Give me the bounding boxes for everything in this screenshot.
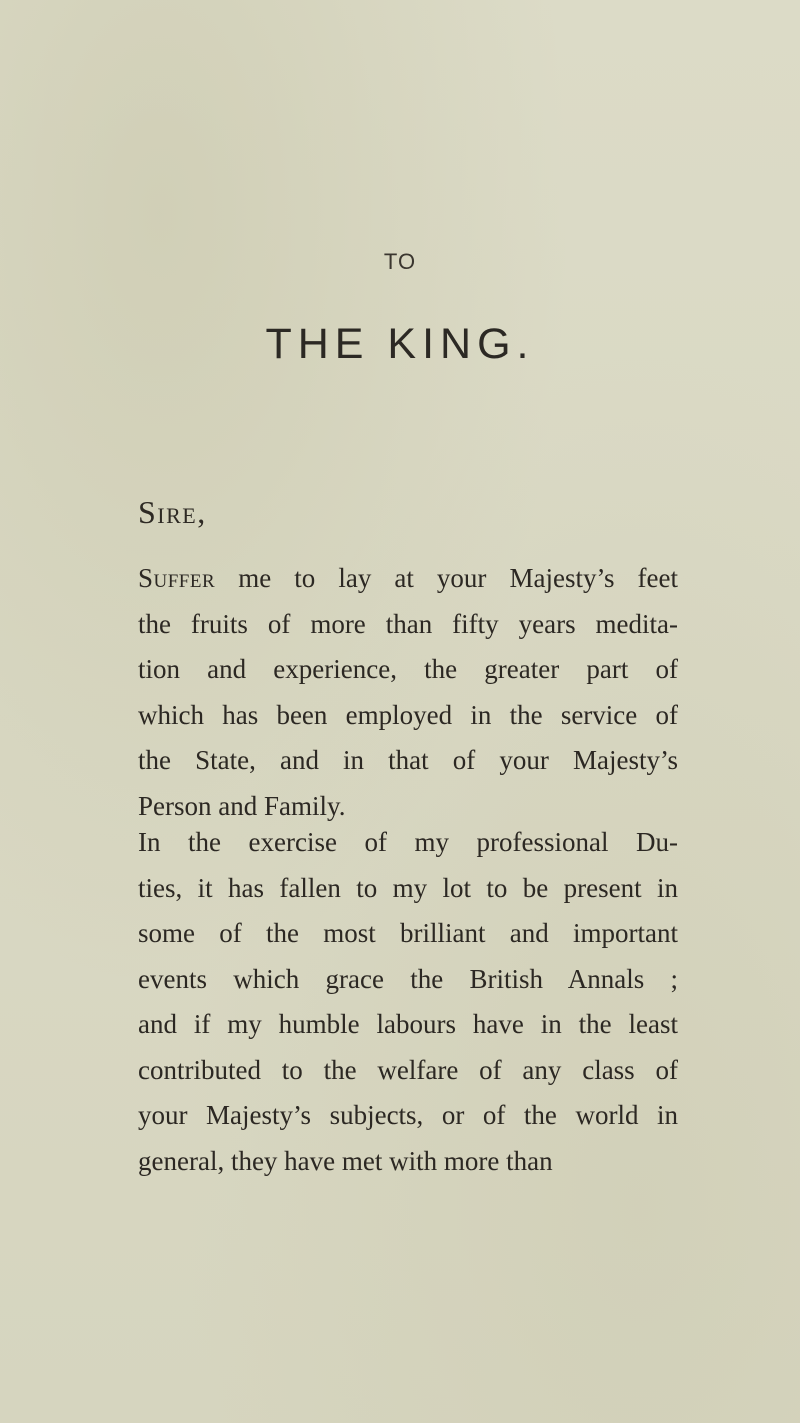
dedication-title: THE KING. (265, 320, 535, 368)
paragraph-line: ties, it has fallen to my lot to be present in (138, 872, 678, 903)
paragraph-line: tion and experience, the greater part of (138, 654, 678, 684)
paragraph-line: and if my humble labours have in the least (138, 1009, 678, 1039)
paragraph-line: which has been employed in the service of (138, 699, 678, 730)
paragraph-line: your Majesty’s subjects, or of the world in (138, 1100, 678, 1130)
paragraph-line: some of the most brilliant and important (138, 918, 678, 948)
dedication-to: TO (383, 249, 417, 274)
paragraph-line: Person and Family. (138, 790, 346, 821)
paragraph-line: the State, and in that of your Majesty’s (138, 745, 678, 775)
paragraph-1 (138, 556, 678, 829)
paragraph-line: Suffer me to lay at your Majesty’s feet (138, 563, 678, 593)
paragraph-2 (138, 820, 678, 1184)
paragraph-line: In the exercise of my professional Du- (138, 827, 678, 857)
paragraph-line: contributed to the welfare of any class of (138, 1054, 678, 1085)
paragraph-line: general, they have met with more than (138, 1145, 553, 1176)
paragraph-line: the fruits of more than fifty years medita- (138, 608, 678, 639)
lead-word: Suffer (138, 563, 216, 593)
paragraph-line: events which grace the British Annals ; (138, 963, 678, 994)
salutation: Sire, (138, 494, 207, 530)
